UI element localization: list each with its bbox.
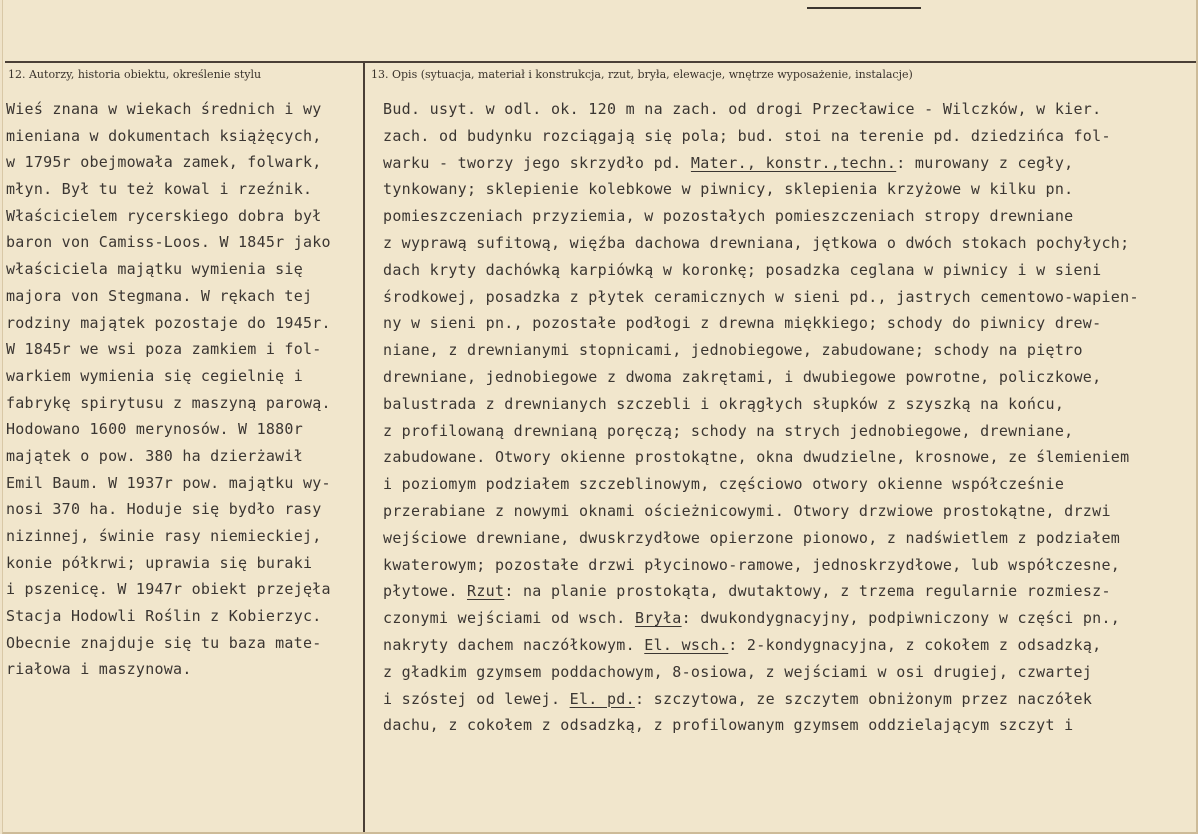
history-text-line: mieniana w dokumentach książęcych, [6, 126, 322, 145]
horizontal-rule [5, 61, 1196, 63]
history-text-line: Właścicielem rycerskiego dobra był [6, 206, 322, 225]
description-text: tynkowany; sklepienie kolebkowe w piwnicy, sklepienia krzyżowe w kilku pn. [383, 180, 1074, 199]
description-text: z wyprawą sufitową, więźba dachowa drewniana, jętkowa o dwóch stokach pochyłych; [383, 233, 1130, 252]
history-text-line: Stacja Hodowli Roślin z Kobierzyc. [6, 607, 322, 626]
description-text-line [383, 578, 1193, 605]
history-text-column [6, 96, 358, 683]
description-text: : szczytowa, ze szczytem obniżonym przez naczółek [634, 689, 1093, 708]
description-text: drewniane, jednobiegowe z dwoma zakrętami, i dwubiegowe powrotne, policzkowe, [383, 367, 1102, 386]
description-text: : 2-kondygnacyjna, z cokołem z odsadzką, [728, 635, 1102, 654]
underlined-section-term: El. pd. [569, 689, 635, 708]
description-text-line [383, 284, 1193, 311]
history-text-line: właściciela majątku wymienia się [6, 260, 303, 279]
description-text-line [383, 337, 1193, 364]
description-text-line [383, 712, 1193, 739]
description-text: i szóstej od lewej. [383, 689, 570, 708]
description-text: dachu, z cokołem z odsadzką, z profilowanym gzymsem oddzielającym szczyt i [383, 716, 1074, 735]
description-text: przerabiane z nowymi oknami ościeżnicowymi. Otwory drzwiowe prostokątne, drzwi [383, 501, 1111, 520]
description-text-line [383, 364, 1193, 391]
description-text-line [383, 176, 1193, 203]
history-text-line: fabrykę spirytusu z maszyną parową. [6, 393, 331, 412]
description-text: niane, z drewnianymi stopnicami, jednobiegowe, zabudowane; schody na piętro [383, 341, 1083, 360]
description-text-line [383, 552, 1193, 579]
description-text: warku - tworzy jego skrzydło pd. [383, 153, 691, 172]
history-text-line: Wieś znana w wiekach średnich i wy [6, 100, 322, 118]
history-text-line: Emil Baum. W 1937r pow. majątku wy- [6, 473, 331, 492]
description-text-line [383, 123, 1193, 150]
description-text-line [383, 471, 1193, 498]
description-text-line [383, 257, 1193, 284]
description-text: czonymi wejściami od wsch. [383, 609, 635, 628]
description-text: nakryty dachem naczółkowym. [383, 635, 645, 654]
underlined-section-term: Bryła [634, 609, 682, 628]
description-text-line [383, 605, 1193, 632]
description-text-line [383, 391, 1193, 418]
underlined-section-term: El. wsch. [644, 635, 729, 654]
history-text-line: riałowa i maszynowa. [6, 660, 192, 679]
history-text-line: warkiem wymienia się cegielnię i [6, 366, 303, 385]
description-text-line [383, 686, 1193, 713]
description-text-line [383, 96, 1193, 123]
description-text: środkowej, posadzka z płytek ceramicznych w sieni pd., jastrych cementowo-wapien- [383, 287, 1139, 306]
description-text-column [383, 96, 1193, 739]
history-text-line: młyn. Był tu też kowal i rzeźnik. [6, 180, 313, 199]
history-text-line: nizinnej, świnie rasy niemieckiej, [6, 527, 322, 545]
history-text-line: konie półkrwi; uprawia się buraki [6, 553, 313, 572]
description-text: Bud. usyt. w odl. ok. 120 m na zach. od drogi Przecławice - Wilczków, w kier. [383, 100, 1102, 118]
description-text-line [383, 498, 1193, 525]
description-text: z profilowaną drewnianą poręczą; schody na strych jednobiegowe, drewniane, [383, 421, 1074, 440]
underlined-section-term: Mater., konstr.,techn. [690, 153, 897, 172]
description-text: : dwukondygnacyjny, podpiwniczony w części pn., [681, 609, 1121, 628]
history-text-line: nosi 370 ha. Hoduje się bydło rasy [6, 500, 322, 519]
section-13-heading: 13. Opis (sytuacja, materiał i konstrukcja, rzut, bryła, elewacje, wnętrze wyposażenie, instalacje) [371, 68, 913, 81]
description-text: ny w sieni pn., pozostałe podłogi z drewna miękkiego; schody do piwnicy drew- [383, 314, 1102, 333]
description-text: dach kryty dachówką karpiówką w koronkę; posadzka ceglana w piwnicy i w sieni [383, 260, 1102, 279]
history-text-line: majątek o pow. 380 ha dzierżawił [6, 446, 303, 465]
history-text-line: w 1795r obejmowała zamek, folwark, [6, 153, 322, 172]
description-text: płytowe. [383, 582, 467, 601]
description-text: pomieszczeniach przyziemia, w pozostałych pomieszczeniach stropy drewniane [383, 207, 1074, 226]
history-text-line: Hodowano 1600 merynosów. W 1880r [6, 420, 303, 439]
description-text-line [383, 150, 1193, 177]
description-text-line [383, 632, 1193, 659]
description-text-line [383, 444, 1193, 471]
section-12-heading: 12. Autorzy, historia obiektu, określenie stylu [8, 68, 262, 81]
underlined-section-term: Rzut [466, 582, 505, 601]
description-text-line [383, 418, 1193, 445]
description-text-line [383, 525, 1193, 552]
description-text: zabudowane. Otwory okienne prostokątne, okna dwudzielne, krosnowe, ze ślemieniem [383, 448, 1130, 467]
top-edge-mark [807, 7, 921, 13]
description-text: zach. od budynku rozciągają się pola; bud. stoi na terenie pd. dziedzińca fol- [383, 126, 1111, 145]
history-text-line: rodziny majątek pozostaje do 1945r. [6, 313, 331, 332]
description-text: : na planie prostokąta, dwutaktowy, z trzema regularnie rozmiesz- [504, 582, 1111, 601]
description-text: kwaterowym; pozostałe drzwi płycinowo-ramowe, jednoskrzydłowe, lub współczesne, [383, 555, 1121, 574]
history-text-line: majora von Stegmana. W rękach tej [6, 286, 313, 305]
description-text-line [383, 230, 1193, 257]
history-text-line: baron von Camiss-Loos. W 1845r jako [6, 233, 331, 252]
description-text: z gładkim gzymsem poddachowym, 8-osiowa, z wejściami w osi drugiej, czwartej [383, 662, 1093, 681]
description-text: i poziomym podziałem szczeblinowym, częściowo otwory okienne współcześnie [383, 475, 1065, 494]
description-text: wejściowe drewniane, dwuskrzydłowe opierzone pionowo, z nadświetlem z podziałem [383, 528, 1121, 547]
history-text-line: W 1845r we wsi poza zamkiem i fol- [6, 340, 322, 359]
description-text-line [383, 659, 1193, 686]
description-text: : murowany z cegły, [896, 153, 1074, 172]
column-divider [363, 63, 365, 832]
description-text-line [383, 310, 1193, 337]
history-text-line: Obecnie znajduje się tu baza mate- [6, 633, 322, 652]
history-text-line: i pszenicę. W 1947r obiekt przejęła [6, 580, 331, 599]
description-text: balustrada z drewnianych szczebli i okrągłych słupków z szyszką na końcu, [383, 394, 1065, 413]
description-text-line [383, 203, 1193, 230]
